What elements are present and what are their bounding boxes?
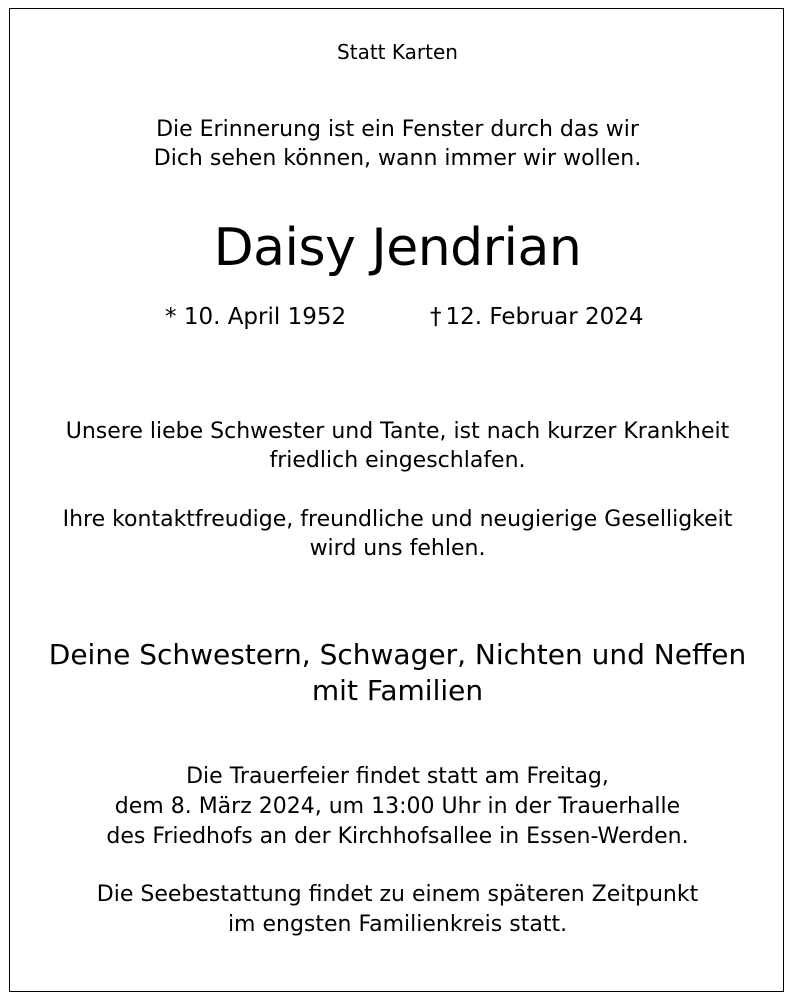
birth-date xyxy=(165,306,346,329)
signature-line-2: mit Familien xyxy=(311,674,484,707)
message-p1-line-1: Unsere liebe Schwester und Tante, ist nach kurzer Krankheit xyxy=(65,419,730,444)
quote-line-1: Die Erinnerung ist ein Fenster durch das wir xyxy=(156,117,639,142)
funeral-line-3: des Friedhofs an der Kirchhofsallee in Essen-Werden. xyxy=(106,824,689,849)
message-p2-line-1: Ihre kontaktfreudige, freundliche und neugierige Geselligkeit xyxy=(62,507,733,532)
birth-date-text: 10. April 1952 xyxy=(183,304,347,330)
cross-icon: † xyxy=(430,304,442,330)
signature-line-1: Deine Schwestern, Schwager, Nichten und Neffen xyxy=(48,638,747,671)
message-p2-line-2: wird uns fehlen. xyxy=(309,536,486,561)
funeral-line-1: Die Trauerfeier findet statt am Freitag, xyxy=(186,764,609,789)
deceased-name: Daisy Jendrian xyxy=(213,218,582,278)
death-date xyxy=(430,306,644,329)
message-p1-line-2: friedlich eingeschlafen. xyxy=(269,448,526,473)
burial-line-1: Die Seebestattung findet zu einem späteren Zeitpunkt xyxy=(96,882,699,907)
statt-karten-label: Statt Karten xyxy=(337,40,458,64)
quote-line-2: Dich sehen können, wann immer wir wollen. xyxy=(153,146,642,171)
death-date-text: 12. Februar 2024 xyxy=(445,304,644,330)
burial-line-2: im engsten Familienkreis statt. xyxy=(227,912,568,937)
birth-symbol: * xyxy=(165,304,177,330)
funeral-line-2: dem 8. März 2024, um 13:00 Uhr in der Trauerhalle xyxy=(114,794,681,819)
